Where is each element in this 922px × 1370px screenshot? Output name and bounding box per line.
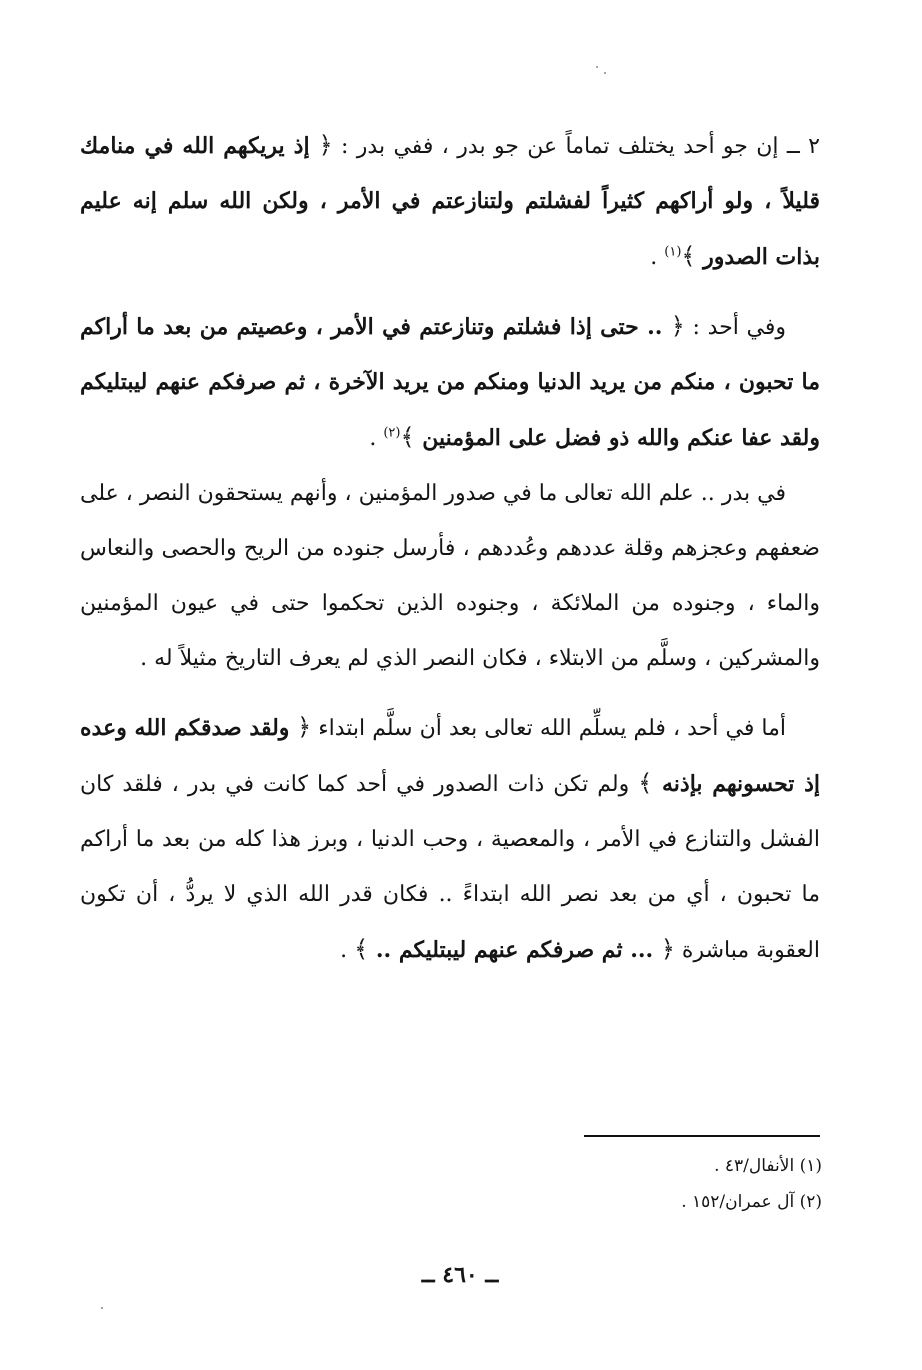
footnote-divider [584, 1135, 820, 1137]
ornate-bracket: ﴾ [681, 242, 696, 270]
scan-speck [101, 1307, 103, 1309]
scan-speck [604, 72, 606, 74]
footnote-2 [560, 1184, 822, 1220]
footnote-ref: (٢) [383, 425, 401, 441]
footnotes [560, 1148, 822, 1220]
quran-quote: ولقد صدقكم الله وعده إذ تحسونهم بإذنه [80, 715, 820, 797]
ornate-bracket: ﴿ [660, 935, 675, 963]
ornate-bracket: ﴿ [670, 312, 685, 340]
footnote-ref: (١) [664, 244, 682, 260]
body-text: وفي أحد : [684, 315, 786, 340]
page-body [80, 118, 820, 978]
footnote-1 [560, 1148, 822, 1184]
ornate-bracket: ﴾ [400, 423, 415, 451]
item-number: ٢ ــ [778, 134, 820, 159]
body-text: في بدر .. علم الله تعالى ما في صدور المؤمنين ، وأنهم يستحقون النصر ، على ضعفهم وعجزهم وقلة عددهم وعُددهم ، فأرسل جنوده من الريح والحصى والنعاس والماء ، وجنوده من الملائكة ، وجنوده الذين تحكموا حتى في عيون المؤمنين والمشركين ، وسلَّم من الابتلاء ، فكان النصر الذي لم يعرف التاريخ مثيلاً له . [80, 481, 820, 671]
paragraph-3 [80, 466, 820, 686]
body-text: . [369, 426, 384, 451]
paragraph-gap [80, 686, 820, 700]
body-text: ولم تكن ذات الصدور في أحد كما كانت في بدر ، فلقد كان الفشل والتنازع في الأمر ، والمعصية ، وحب الدنيا ، وبرز هذا كله من بعد ما أراكم ما تحبون ، أي من بعد نصر الله ابتداءً .. فكان قدر الله الذي لا يردُّ ، أن تكون العقوبة مباشرة [80, 772, 820, 963]
quran-quote: ... ثم صرفكم عنهم ليبتليكم .. [368, 937, 661, 963]
footnote-text: الأنفال/٤٣ . [714, 1156, 795, 1176]
footnote-number: (١) [799, 1156, 822, 1176]
scan-speck [596, 66, 598, 68]
paragraph-1 [80, 118, 820, 285]
body-text: . [340, 938, 355, 963]
page-number: ــ ٤٦٠ ــ [421, 1262, 499, 1288]
body-text: . [650, 245, 665, 270]
paragraph-2 [80, 299, 820, 466]
quran-quote: إذ يريكهم الله في منامك قليلاً ، ولو أراكهم كثيراً لفشلتم ولتنازعتم في الأمر ، ولكن الله سلم إنه عليم بذات الصدور [80, 133, 820, 270]
ornate-bracket: ﴿ [297, 713, 312, 741]
quran-quote: .. حتى إذا فشلتم وتنازعتم في الأمر ، وعصيتم من بعد ما أراكم ما تحبون ، منكم من يريد الدنيا ومنكم من يريد الآخرة ، ثم صرفكم عنهم ليبتليكم ولقد عفا عنكم والله ذو فضل على المؤمنين [80, 314, 820, 451]
paragraph-4 [80, 700, 820, 978]
ornate-bracket: ﴾ [354, 935, 369, 963]
footnote-number: (٢) [799, 1192, 822, 1212]
body-text: إن جو أحد يختلف تماماً عن جو بدر ، ففي بدر : [332, 134, 779, 159]
footnote-text: آل عمران/١٥٢ . [681, 1192, 795, 1212]
ornate-bracket: ﴿ [318, 131, 333, 159]
body-text: أما في أحد ، فلم يسلِّم الله تعالى بعد أن سلَّم ابتداء [311, 716, 786, 741]
ornate-bracket: ﴾ [638, 769, 653, 797]
paragraph-gap [80, 285, 820, 299]
